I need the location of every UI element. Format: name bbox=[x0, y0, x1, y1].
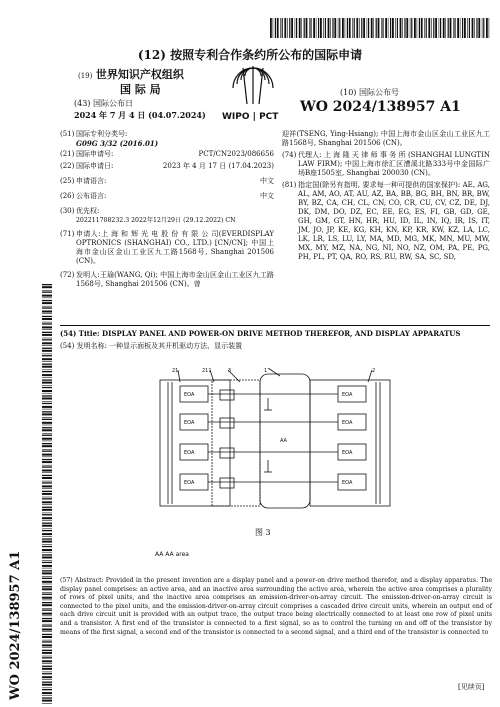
ref-label-21: 21 bbox=[172, 368, 179, 374]
ref-label-211: 211 bbox=[202, 368, 212, 374]
field-value: PCT/CN2023/086656 bbox=[198, 150, 274, 158]
title-english: (54) Title: DISPLAY PANEL AND POWER-ON DRIVE METHOD THEREFOR, AND DISPLAY APPARATUS bbox=[60, 329, 461, 338]
field-num: (72) bbox=[60, 271, 75, 279]
field-label: 国际申请号: bbox=[76, 150, 114, 158]
field-label: 申请人: bbox=[76, 230, 101, 238]
field-value: G09G 3/32 (2016.01) bbox=[76, 139, 159, 148]
document-kind-title: (12) 按照专利合作条约所公布的国际申请 bbox=[137, 48, 363, 62]
field-num: (25) bbox=[60, 177, 75, 185]
eoa-label: EOA bbox=[342, 480, 353, 486]
field-value: 中文 bbox=[260, 192, 274, 200]
field-22 bbox=[60, 162, 274, 171]
field-label: 国际专利分类号: bbox=[76, 130, 128, 138]
field-label: 国际申请日: bbox=[76, 162, 114, 170]
field-num: (22) bbox=[60, 162, 75, 170]
aa-area-note: AA AA area bbox=[155, 551, 189, 558]
wipo-globe-logo bbox=[225, 60, 281, 116]
left-bibliographic-fields bbox=[60, 130, 274, 289]
field-label: 申请语言: bbox=[76, 177, 107, 185]
field-25 bbox=[60, 177, 274, 186]
eoa-label: EOA bbox=[184, 480, 195, 486]
title-chinese: (54) 发明名称: 一种显示面板及其开机驱动方法、显示装置 bbox=[60, 342, 243, 350]
right-eoa-panel bbox=[310, 380, 390, 506]
field-51 bbox=[60, 130, 274, 148]
org-num: (19) bbox=[78, 72, 93, 80]
field-num: (81) bbox=[282, 181, 297, 189]
field-71 bbox=[60, 230, 274, 266]
side-publication-number: WO 2024/138957 A1 bbox=[8, 550, 23, 700]
separator-line bbox=[60, 325, 490, 326]
abstract-text: (57) Abstract: Provided in the present invention are a display panel and a power-on drive method therefor, and a display apparatus. The display panel comprises: an active area, and an inactive area surrounding the active area, wherein the active area comprises a plurality of rows of pixel units, and the inactive area comprises an emission-driver-on-array circuit. The emission-driver-on-array circuit is connected to the pixel units, and the emission-driver-on-array circuit comprises a cascaded drive circuit units, wherein an output end of each drive circuit unit is provided with an output trace, the output trace being electrically connected to at least one row of pixel units and a transistor. A first end of the transistor is connected to a first signal, so as to control the turning on and off of the transistor by means of the first signal, a second end of the transistor is connected to a second signal, and a third end of the transistor is connected to bbox=[60, 577, 492, 636]
field-value: 202211708232.3 2022年12月29日 (29.12.2022) CN bbox=[76, 217, 236, 224]
field-num: (30) bbox=[60, 207, 75, 215]
org-name: 世界知识产权组织 bbox=[95, 68, 184, 81]
field-value: 2023 年 4 月 17 日 (17.04.2023) bbox=[162, 162, 274, 170]
field-num: (26) bbox=[60, 192, 75, 200]
inventor-continuation: 迎祥(TSENG, Ying-Hsiang); 中国上海市金山区金山工业区九工路1568号, Shanghai 201506 (CN)。 bbox=[282, 130, 490, 147]
left-eoa-panel bbox=[160, 380, 230, 506]
designated-states-text: 指定国(除另有指明, 要求每一种可提供的国家保护): AE, AG, AL, AM, AO, AT, AU, AZ, BA, BB, BG, BH, BN, BR, BW, BY, BZ, CA, CH, CL, CN, CO, CR, CU, CV, CZ, DE, DJ, DK, DM, DO, DZ, EC, EE, EG, ES, FI, GB, GD, GE, GH, GM, GT, HN, HR, HU, ID, IL, IN, IQ, IR, IS, IT, JM, JO, JP, KE, KG, KH, KN, KP, KR, KW, KZ, LA, LC, LK, LR, LS, LU, LY, MA, MD, MG, MK, MN, MU, MW, MX, MY, MZ, NA, NG, NI, NO, NZ, OM, PA, PE, PG, PH, PL, PT, QA, RO, RS, RU, RW, SA, SC, SD, bbox=[298, 181, 490, 261]
pub-date: 2024 年 7 月 4 日 (04.07.2024) bbox=[74, 110, 206, 120]
field-74 bbox=[282, 151, 490, 178]
field-21 bbox=[60, 150, 274, 159]
pub-number: WO 2024/138957 A1 bbox=[300, 99, 461, 115]
field-label: 优先权: bbox=[76, 207, 100, 215]
org-subname: 国 际 局 bbox=[120, 83, 161, 96]
field-num: (21) bbox=[60, 150, 75, 158]
eoa-label: EOA bbox=[342, 392, 353, 398]
pub-number-label: (10) 国际公布号 bbox=[340, 88, 399, 97]
eoa-label: EOA bbox=[184, 450, 195, 456]
field-81 bbox=[282, 181, 490, 262]
eoa-label: EOA bbox=[342, 450, 353, 456]
field-value: 上 海 和 辉 光 电 股 份 有 限 公 司(EVERDISPLAY OPTRONICS (SHANGHAI) CO., LTD.) [CN/CN]; 中国上海市金山区金山工业区九工路1568号, Shanghai 201506 (CN)。 bbox=[76, 230, 274, 265]
top-barcode bbox=[270, 18, 490, 38]
field-num: (74) bbox=[282, 151, 297, 159]
agent-text: 代理人: 上 海 隆 天 律 师 事 务 所 (SHANGHAI LUNGTIN LAW FIRM); 中国上海市徐汇区漕溪北路333号中金国际广场B座1505室, Shanghai 200030 (CN)。 bbox=[298, 151, 490, 177]
figure-3-diagram bbox=[150, 368, 400, 518]
field-72 bbox=[60, 271, 274, 289]
transistor-column bbox=[212, 380, 260, 506]
ref-label-2: 2 bbox=[372, 368, 376, 374]
continued-note: [见续页] bbox=[458, 683, 485, 691]
ref-label-1: 1 bbox=[264, 368, 268, 374]
field-num: (71) bbox=[60, 230, 75, 238]
field-value: 王瑜(WANG, Qi); 中国上海市金山区金山工业区九工路1568号, Shanghai 201506 (CN)。曾 bbox=[76, 271, 275, 288]
eoa-label: EOA bbox=[184, 420, 195, 426]
aa-label: AA bbox=[280, 438, 287, 444]
wipo-pct-logo-text: WIPO | PCT bbox=[222, 112, 279, 122]
field-26 bbox=[60, 192, 274, 201]
pub-date-label: (43) 国际公布日 bbox=[74, 99, 133, 108]
ref-label-3: 3 bbox=[228, 368, 232, 374]
field-label: 发明人: bbox=[76, 271, 100, 279]
org-block bbox=[78, 66, 184, 82]
field-value: 中文 bbox=[260, 177, 274, 185]
side-barcode bbox=[42, 284, 52, 704]
eoa-label: EOA bbox=[342, 420, 353, 426]
figure-caption: 图 3 bbox=[255, 528, 271, 537]
field-30 bbox=[60, 207, 274, 225]
right-bibliographic-fields bbox=[282, 130, 490, 262]
field-label: 公布语言: bbox=[76, 192, 107, 200]
eoa-label: EOA bbox=[184, 392, 195, 398]
field-num: (51) bbox=[60, 130, 75, 138]
